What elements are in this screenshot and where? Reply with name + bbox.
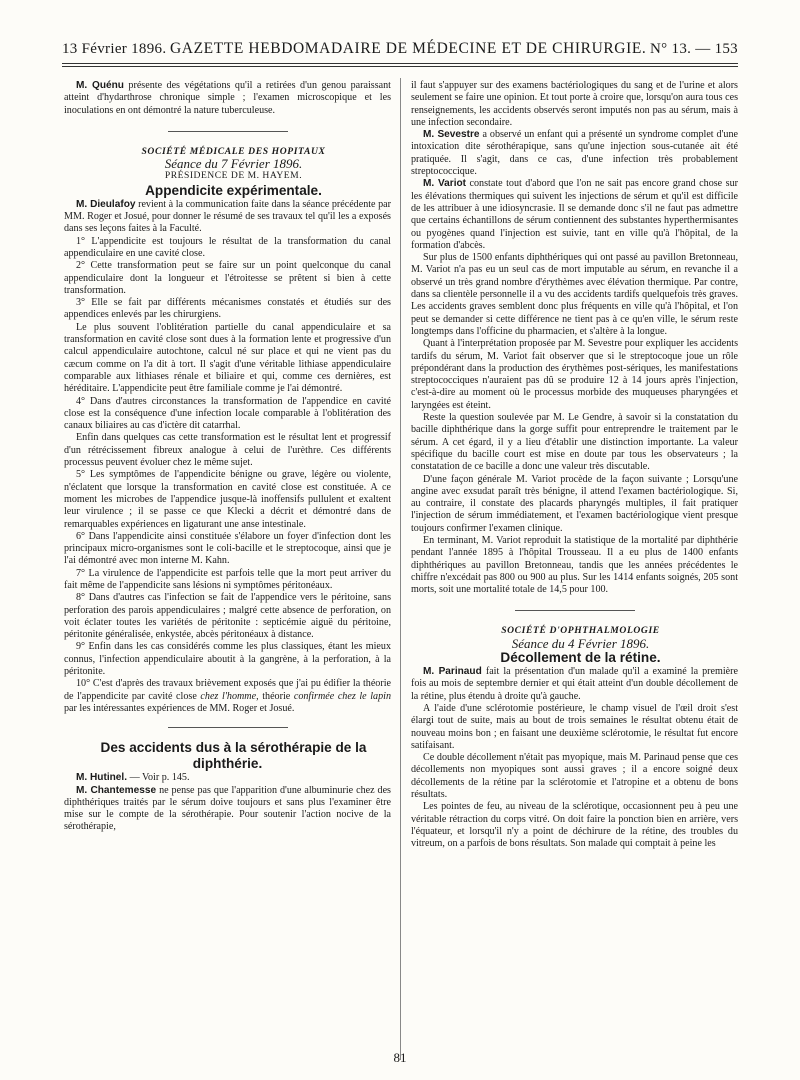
seance-date: Séance du 7 Février 1896. [164, 156, 303, 172]
speaker-name: M. Dieulafoy [76, 198, 136, 210]
speaker-name: M. Quénu [76, 80, 124, 91]
paragraph-text: par les intéressantes expériences de MM. Roger et Josué. [64, 702, 295, 714]
paragraph [411, 129, 738, 178]
seance-date: Séance du 4 Février 1896. [511, 635, 650, 651]
paragraph-text: ne pense pas que l'apparition d'une albuminurie chez des diphthériques traités par le sérum doive toujours et sans plus l'examiner être mise sur le compte de la sérothérapie. Pour soutenir l'action nocive de la sérothérapie, [64, 784, 391, 833]
paragraph [411, 178, 738, 252]
paragraph-text: 10° C'est d'après des travaux brièvement exposés que j'ai pu édifier la théorie de l'appendicite par cavité close [64, 678, 391, 702]
paragraph: 3° Elle se fait par différents mécanismes constatés et étudiés sur des appendices enlevés par les chirurgiens. [64, 297, 391, 321]
header-date: 13 Février 1896. [62, 41, 167, 57]
paragraph-text: présente des végétations qu'il a retirées d'un genou paraissant atteint d'hydarthrose chronique simple ; l'examen microscopique et les inoculations en ont démontré la nature tuberculeuse. [64, 80, 391, 116]
paragraph: Reste la question soulevée par M. Le Gendre, à savoir si la constatation du bacille diphthérique dans la gorge suffit pour entreprendre le traitement par le sérum. A cet égard, il y a lieu d'établir une distinction importante. La valeur spécifique du bacille court est mise en doute par tous les observateurs ; la constatation de ce bacille a donc une valeur très discutable. [411, 412, 738, 473]
paragraph: 4° Dans d'autres circonstances la transformation de l'appendice en cavité close est la conséquence d'une infection locale comparable à l'oblitération des canaux biliaires au cas d'ictère dit catarrhal. [64, 395, 391, 432]
paragraph [64, 678, 391, 715]
paragraph: 2° Cette transformation peut se faire sur un point quelconque du canal appendiculaire dont la longueur et l'étroitesse se prêtent si bien à cette transformation. [64, 260, 391, 296]
paragraph: En terminant, M. Variot reproduit la statistique de la mortalité par diphthérie pendant l'année 1895 à l'hôpital Trousseau. Il a eu plus de 1400 enfants diphthériques au pavillon Bretonneau, tandis que les années précédentes le chiffre n'excédait pas 800 ou 900 au plus. Sur les 1414 enfants soignés, 205 sont morts, soit une mortalité totale de 14,5 pour 100. [411, 534, 738, 596]
paragraph: 5° Les symptômes de l'appendicite bénigne ou grave, légère ou violente, n'éclatent que lorsque la transformation en cavité close est constituée. A ce moment les microbes de l'appendice jusque-là inoffensifs pullulent et exaltent leur virulence ; il se passe ce que Klecki a décrit et démontré dans de remarquables expériences en ligaturant une anse intestinale. [64, 469, 391, 530]
section-separator [168, 727, 288, 728]
paragraph: Quant à l'interprétation proposée par M. Sevestre pour expliquer les accidents tardifs du sérum, M. Variot fait observer que si le streptocoque joue un rôle prépondérant dans la production des érythèmes post-sériques, les manifestations streptococciques n'auraient pas dû se produire 12 à 14 jours après l'injection, c'est-à-dire au moment où le processus morbide des muqueuses pharyngées et laryngées est éteint. [411, 338, 738, 411]
paragraph-text: fait la présentation d'un malade qu'il a examiné la première fois au mois de septembre dernier et qui était atteint d'un double décollement de la rétine, plus étendu à droite qu'à gauche. [411, 666, 738, 702]
paragraph [64, 199, 391, 236]
article-heading: Des accidents dus à la sérothérapie de la diphthérie. [100, 740, 367, 772]
paragraph [64, 785, 391, 834]
header-rule [62, 63, 738, 64]
paragraph: 9° Enfin dans les cas considérés comme les plus classiques, étant les mieux connus, l'infection appendiculaire aboutit à la gangrène, à la perforation, à la péritonite. [64, 641, 391, 678]
paragraph-text: a observé un enfant qui a présenté un syndrome complet d'une intoxication dite sérothérapique, sans qu'une injection sous-cutanée ait été pratiquée. Il s'agit, dans ce cas, d'une infection très probablement streptococcique. [411, 129, 738, 178]
paragraph: Enfin dans quelques cas cette transformation est le résultat lent et progressif d'un rétrécissement fibreux analogue à celui de l'urèthre. Ces différents processus peuvent évoluer chez le même sujet. [64, 432, 391, 469]
paragraph: A l'aide d'une sclérotomie postérieure, le champ visuel de l'œil droit s'est élargi tout de suite, mais au bout de trois semaines le résultat obtenu était de nouveau moins bon ; en faisant une deuxième sclérotomie, le résultat fut encore satifaisant. [411, 702, 738, 751]
paragraph [64, 80, 391, 117]
speaker-name: M. Parinaud [423, 666, 482, 678]
speaker-name: M. Sevestre [423, 129, 480, 141]
paragraph: D'une façon générale M. Variot procède de la façon suivante ; Lorsqu'une angine avec exsudat paraît très bénigne, il attend l'examen bactériologique. Si, au contraire, il constate des placards pharyngés multiples, il fait pratiquer l'injection de sérum immédiatement, et l'examen bactériologique vient presque toujours confirmer l'examen clinique. [411, 473, 738, 534]
paragraph-text: — Voir p. 145. [129, 772, 190, 784]
paragraph-text: revient à la communication faite dans la séance précédente par MM. Roger et Josué, pour donner le résumé de ses travaux tel qu'il les a exposés dans ses leçons faites à la Faculté. [64, 198, 391, 235]
left-column [64, 80, 391, 834]
speaker-name: M. Chantemesse [76, 784, 157, 796]
paragraph: Les pointes de feu, au niveau de la sclérotique, occasionnent peu à peu une véritable rétraction du corps vitré. On doit faire la ponction bien en arrière, vers l'équateur, et lorsqu'il n'y a point de déchirure de la rétine, des troubles du vitreum, on a parfois de bons résultats. Son malade qui comptait à peine les [411, 801, 738, 850]
article-heading: Décollement de la rétine. [500, 650, 661, 666]
speaker-name: M. Variot [423, 178, 467, 190]
society-heading: SOCIÉTÉ D'OPHTHALMOLOGIE [501, 625, 660, 637]
running-header [62, 40, 738, 60]
journal-title: GAZETTE HEBDOMADAIRE DE MÉDECINE ET DE CHIRURGIE. [170, 40, 647, 57]
paragraph: 6° Dans l'appendicite ainsi constituée s'élabore un foyer d'infection dont les principaux micro-organismes sont le coli-bacille et le streptocoque, ainsi que je l'ai démontré avec mon interne M. Kahn. [64, 530, 391, 567]
paragraph: 8° Dans d'autres cas l'infection se fait de l'appendice vers le péritoine, sans perforation des parois appendiculaires ; malgré cette absence de perforation, on voit éclater toutes les variétés de péritonite : septicémie aiguë du péritoine, péritonite généralisée, enkystée, abcès péritonéaux à distance. [64, 592, 391, 641]
right-column [411, 80, 738, 851]
page-number: 81 [393, 1050, 407, 1065]
italic-text: chez l'homme, [200, 690, 259, 702]
paragraph: Sur plus de 1500 enfants diphthériques qui ont passé au pavillon Bretonneau, M. Variot n'a pas eu un seul cas de mort imputable au sérum, en revanche il a observé un très grand nombre d'érythèmes avec élévation thermique. Par contre, dans sa clientèle personnelle il a vu des accidents tardifs quelquefois très graves. Les accidents graves semblent donc plus fréquents en ville qu'à l'hôpital, et l'on peut se demander si cette différence ne tient pas à ce qu'en ville, le sérum reste longtemps dans l'officine du pharmacien, et s'altère à la longue. [411, 252, 738, 337]
paragraph-text: théorie [262, 690, 291, 702]
section-separator [515, 610, 635, 611]
paragraph: 1° L'appendicite est toujours le résultat de la transformation du canal appendiculaire en une cavité close. [64, 235, 391, 259]
paragraph-text: constate tout d'abord que l'on ne sait pas encore grand chose sur les élévations thermiques qui suivent les injections de sérum et qu'il est difficile de les attribuer à une idiosyncrasie. Il se demande donc s'il ne faut pas admettre que certains échantillons de sérum contiennent des substantes hyperthermisantes ou pyogènes quand l'injection est suivie, tant en ville qu'à l'hôpital, de la formation d'abcès. [411, 178, 738, 251]
presidence: PRÉSIDENCE DE M. HAYEM. [164, 170, 303, 182]
paragraph: il faut s'appuyer sur des examens bactériologiques du sang et de l'urine et alors seulement se faire une opinion. Et tout porte à croire que, lorsqu'on aura tous ces renseignements, les accidents observés seront imputés non pas au sérum, mais à une infection secondaire. [411, 80, 738, 128]
paragraph [64, 772, 391, 784]
article-heading: Appendicite expérimentale. [145, 182, 322, 198]
section-separator [168, 131, 288, 132]
paragraph: Ce double décollement n'était pas myopique, mais M. Parinaud pense que ces décollements non myopiques sont aussi graves ; il a encore soigné deux décollements de la rétine par la sclérotomie et l'atropine et a obtenu de bons résultats. [411, 752, 738, 801]
paragraph: 7° La virulence de l'appendicite est parfois telle que la mort peut arriver du fait même de l'appendicite sans lésions ni symptômes péritonéaux. [64, 567, 391, 591]
society-heading: SOCIÉTÉ MÉDICALE DES HOPITAUX [141, 145, 326, 157]
header-rule-double [62, 66, 738, 67]
speaker-name: M. Hutinel. [76, 772, 128, 784]
paragraph: Le plus souvent l'oblitération partielle du canal appendiculaire et sa transformation en cavité close sont dues à la formation lente et progressive d'un calcul appendiculaire autochtone, calcul né sur place et qui ne vient pas du cæcum comme on l'a dit à tort. Il s'agit d'une véritable lithiase appendiculaire comparable aux lithiases rénale et biliaire et qui, comme ces dernières, est héréditaire. L'appendicite peut être familiale comme je l'ai démontré. [64, 321, 391, 395]
column-divider [400, 78, 401, 1060]
header-issue: N° 13. — 153 [650, 41, 738, 57]
paragraph [411, 666, 738, 703]
italic-text: confirmée chez le lapin [293, 690, 391, 702]
